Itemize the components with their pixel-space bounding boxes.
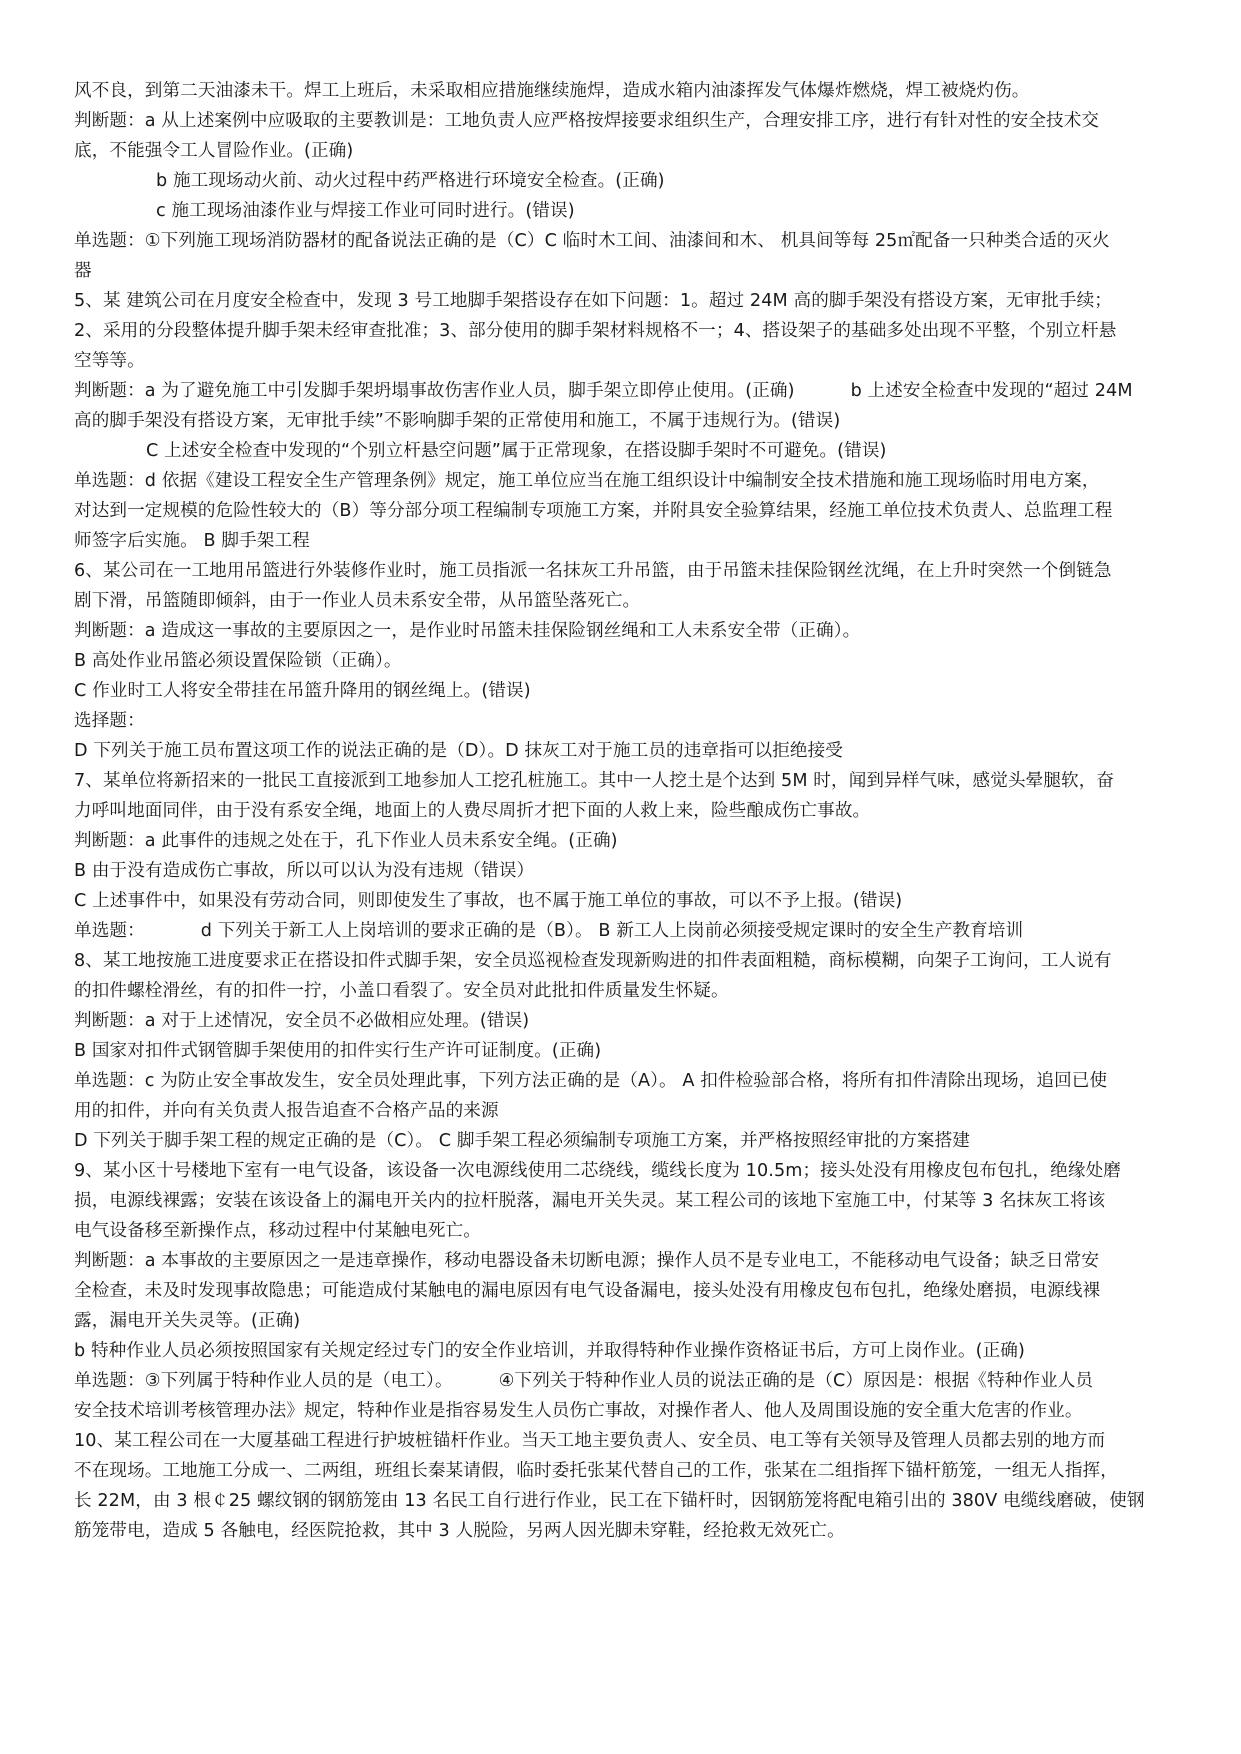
text-segment: ④下列关于特种作业人员的说法正确的是（C）原因是：根据《特种作业人员	[498, 1371, 1094, 1391]
text-line: B 由于没有造成伤亡事故，所以可以认为没有违规（错误）	[74, 861, 535, 881]
text-segment: 单选题：③下列属于特种作业人员的是（电工）。	[74, 1371, 453, 1391]
text-line: 损，电源线裸露；安装在该设备上的漏电开关内的拉杆脱落，漏电开关失灵。某工程公司的该地下室施工中，付某等 3 名抹灰工将该	[74, 1191, 1106, 1211]
text-line: 单选题：c 为防止安全事故发生，安全员处理此事，下列方法正确的是（A）。 A 扣件检验部合格，将所有扣件清除出现场，追回已使	[74, 1071, 1108, 1091]
text-line: C 上述安全检查中发现的“个别立杆悬空问题”属于正常现象，在搭设脚手架时不可避免。(错误)	[146, 441, 887, 461]
text-line: 用的扣件，并向有关负责人报告追查不合格产品的来源	[74, 1101, 499, 1121]
text-segment: 判断题：a 为了避免施工中引发脚手架坍塌事故伤害作业人员，脚手架立即停止使用。(正确)	[74, 381, 795, 401]
text-line: 7、某单位将新招来的一批民工直接派到工地参加人工挖孔桩施工。其中一人挖土是个达到 5M 时，闻到异样气味，感觉头晕腿软，奋	[74, 771, 1115, 791]
text-line: 2、采用的分段整体提升脚手架未经审查批准；3、部分使用的脚手架材料规格不一；4、搭设架子的基础多处出现不平整，个别立杆悬	[74, 321, 1117, 341]
text-line: 单选题：d 依据《建设工程安全生产管理条例》规定，施工单位应当在施工组织设计中编制安全技术措施和施工现场临时用电方案，	[74, 471, 1100, 491]
text-line: 单选题：①下列施工现场消防器材的配备说法正确的是（C）C 临时木工间、油漆间和木、 机具间等每 25㎡配备一只种类合适的灭火	[74, 231, 1110, 251]
text-line: c 施工现场油漆作业与焊接工作业可同时进行。(错误)	[156, 201, 575, 221]
text-line: 10、某工程公司在一大厦基础工程进行护坡桩锚杆作业。当天工地主要负责人、安全员、电工等有关领导及管理人员都去别的地方而	[74, 1431, 1106, 1451]
text-line: 师签字后实施。 B 脚手架工程	[74, 531, 310, 551]
text-line: 空等等。	[74, 351, 145, 371]
text-segment: d 下列关于新工人上岗培训的要求正确的是（B）。 B 新工人上岗前必须接受规定课时的安全生产教育培训	[200, 921, 1024, 941]
text-line: 高的脚手架没有搭设方案，无审批手续”不影响脚手架的正常使用和施工，不属于违规行为。(错误)	[74, 411, 841, 431]
text-line: B 高处作业吊篮必须设置保险锁（正确）。	[74, 651, 402, 671]
text-line: 判断题：a 此事件的违规之处在于，孔下作业人员未系安全绳。(正确)	[74, 831, 618, 851]
text-line: 器	[74, 261, 92, 281]
text-line: 力呼叫地面同伴，由于没有系安全绳，地面上的人费尽周折才把下面的人救上来，险些酿成伤亡事故。	[74, 801, 871, 821]
document-page	[74, 76, 1174, 1546]
text-line: 筋笼带电，造成 5 各触电，经医院抢救，其中 3 人脱险，另两人因光脚未穿鞋，经抢救无效死亡。	[74, 1521, 845, 1541]
text-line: 不在现场。工地施工分成一、二两组，班组长秦某请假，临时委托张某代替自己的工作，张某在二组指挥下锚杆筋笼，一组无人指挥，	[74, 1461, 1118, 1481]
text-line: D 下列关于施工员布置这项工作的说法正确的是（D）。D 抹灰工对于施工员的违章指可以拒绝接受	[74, 741, 843, 761]
text-line: 5、某 建筑公司在月度安全检查中，发现 3 号工地脚手架搭设存在如下问题：1。超过 24M 高的脚手架没有搭设方案，无审批手续；	[74, 291, 1112, 311]
text-line: 的扣件螺栓滑丝，有的扣件一拧，小盖口看裂了。安全员对此批扣件质量发生怀疑。	[74, 981, 729, 1001]
text-line	[74, 916, 1174, 946]
text-line: 判断题：a 对于上述情况，安全员不必做相应处理。(错误)	[74, 1011, 530, 1031]
text-line: C 上述事件中，如果没有劳动合同，则即使发生了事故，也不属于施工单位的事故，可以不予上报。(错误)	[74, 891, 903, 911]
text-line: 判断题：a 从上述案例中应吸取的主要教训是：工地负责人应严格按焊接要求组织生产，合理安排工序，进行有针对性的安全技术交	[74, 111, 1100, 131]
text-line: B 国家对扣件式钢管脚手架使用的扣件实行生产许可证制度。(正确)	[74, 1041, 602, 1061]
text-line: 长 22M，由 3 根￠25 螺纹钢的钢筋笼由 13 名民工自行进行作业，民工在下锚杆时，因钢筋笼将配电箱引出的 380V 电缆线磨破，使钢	[74, 1491, 1145, 1511]
text-line: b 施工现场动火前、动火过程中药严格进行环境安全检查。(正确)	[156, 171, 665, 191]
text-line: b 特种作业人员必须按照国家有关规定经过专门的安全作业培训，并取得特种作业操作资格证书后，方可上岗作业。(正确)	[74, 1341, 1025, 1361]
text-line: 9、某小区十号楼地下室有一电气设备，该设备一次电源线使用二芯绕线，缆线长度为 10.5m；接头处没有用橡皮包布包扎，绝缘处磨	[74, 1161, 1121, 1181]
text-segment: 单选题：	[74, 921, 145, 941]
text-line: 底，不能强令工人冒险作业。(正确)	[74, 141, 354, 161]
text-line: 安全技术培训考核管理办法》规定，特种作业是指容易发生人员伤亡事故，对操作者人、他人及周围设施的安全重大危害的作业。	[74, 1401, 1083, 1421]
text-line: C 作业时工人将安全带挂在吊篮升降用的钢丝绳上。(错误)	[74, 681, 531, 701]
text-segment: b 上述安全检查中发现的“超过 24M	[850, 381, 1133, 401]
text-line: 判断题：a 本事故的主要原因之一是违章操作，移动电器设备未切断电源；操作人员不是专业电工，不能移动电气设备；缺乏日常安	[74, 1251, 1100, 1271]
text-line: 8、某工地按施工进度要求正在搭设扣件式脚手架，安全员巡视检查发现新购进的扣件表面粗糙，商标模糊，向架子工询问，工人说有	[74, 951, 1112, 971]
text-line: 6、某公司在一工地用吊篮进行外装修作业时，施工员指派一名抹灰工升吊篮，由于吊篮未挂保险钢丝沈绳，在上升时突然一个倒链急	[74, 561, 1112, 581]
text-line: 选择题：	[74, 711, 145, 731]
text-line: 电气设备移至新操作点，移动过程中付某触电死亡。	[74, 1221, 481, 1241]
text-line: 对达到一定规模的危险性较大的（B）等分部分项工程编制专项施工方案，并附具安全验算结果，经施工单位技术负责人、总监理工程	[74, 501, 1113, 521]
text-line: 剧下滑，吊篮随即倾斜，由于一作业人员未系安全带，从吊篮坠落死亡。	[74, 591, 641, 611]
text-line: 露，漏电开关失灵等。(正确)	[74, 1311, 301, 1331]
text-line: 判断题：a 造成这一事故的主要原因之一，是作业时吊篮未挂保险钢丝绳和工人未系安全带（正确）。	[74, 621, 861, 641]
text-line: 全检查，未及时发现事故隐患；可能造成付某触电的漏电原因有电气设备漏电，接头处没有用橡皮包布包扎，绝缘处磨损，电源线裸	[74, 1281, 1101, 1301]
text-line	[74, 376, 1174, 406]
text-line: 风不良，到第二天油漆未干。焊工上班后，未采取相应措施继续施焊，造成水箱内油漆挥发气体爆炸燃烧，焊工被烧灼伤。	[74, 81, 1030, 101]
text-line: D 下列关于脚手架工程的规定正确的是（C）。 C 脚手架工程必须编制专项施工方案，并严格按照经审批的方案搭建	[74, 1131, 970, 1151]
text-line	[74, 1366, 1174, 1396]
